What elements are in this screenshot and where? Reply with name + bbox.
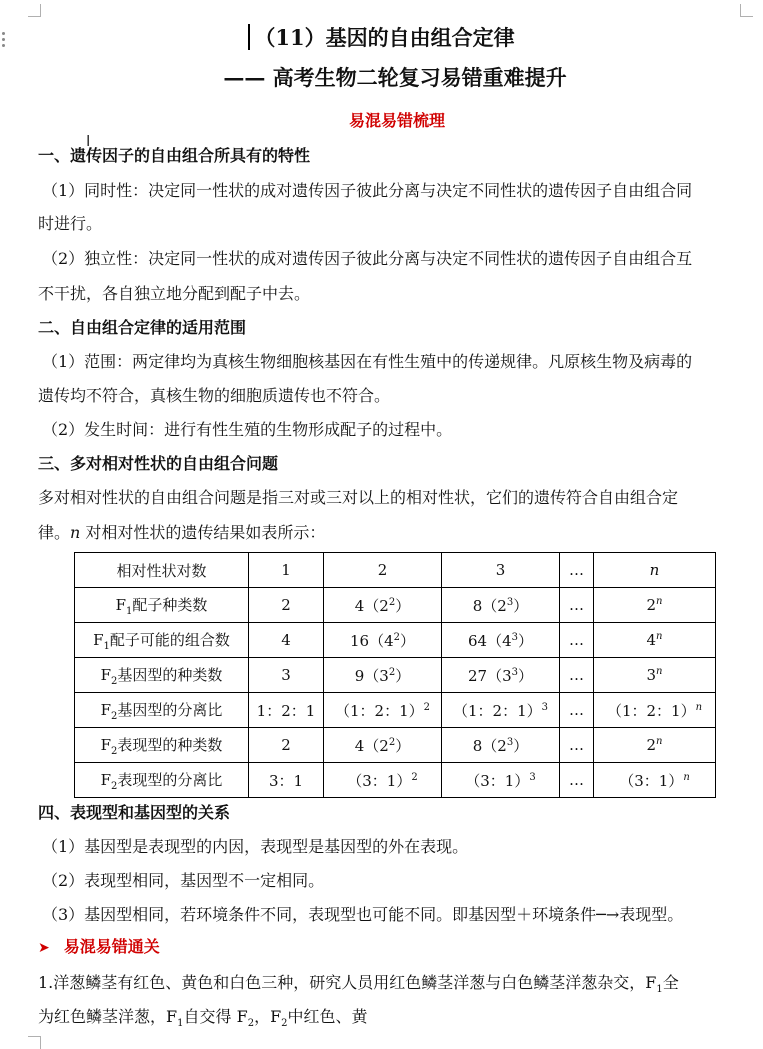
page-corner-mark xyxy=(740,4,753,17)
paragraph-line: （1）同时性：决定同一性状的成对遗传因子彼此分离与决定不同性状的遗传因子自由组合同 xyxy=(42,181,693,200)
paragraph-line: 不干扰，各自独立地分配到配子中去。 xyxy=(38,284,311,303)
paragraph-line: （1）基因型是表现型的内因，表现型是基因型的外在表现。 xyxy=(42,837,469,856)
question-line: 为红色鳞茎洋葱，$F_1$自交得 $F_2$，$F_2$中红色、黄 xyxy=(38,1007,368,1030)
paragraph-line: （2）独立性：决定同一性状的成对遗传因子彼此分离与决定不同性状的遗传因子自由组合互 xyxy=(42,249,693,268)
table-cell: $9(3^2)$ xyxy=(324,658,442,693)
table-header-row xyxy=(75,553,716,588)
table-cell: （3：1）$^3$ xyxy=(442,763,560,798)
table-cell: $8(2^3)$ xyxy=(442,728,560,763)
paragraph-line: （1）范围：两定律均为真核生物细胞核基因在有性生殖中的传递规律。凡原核生物及病毒的 xyxy=(42,352,693,371)
table-cell: $64(4^3)$ xyxy=(442,623,560,658)
document-subtitle: —— 高考生物二轮复习易错重难提升 xyxy=(223,65,567,90)
genetics-table xyxy=(74,552,716,798)
table-cell: （1：2：1）$^3$ xyxy=(442,693,560,728)
table-cell: 3：1 xyxy=(249,763,324,798)
question-line: 1.洋葱鳞茎有红色、黄色和白色三种，研究人员用红色鳞茎洋葱与白色鳞茎洋葱杂交，$F_1$全 xyxy=(38,973,679,996)
table-cell: （1：2：1）$^2$ xyxy=(324,693,442,728)
section-label: 易混易错梳理 xyxy=(348,111,445,130)
table-cell: 2 xyxy=(249,588,324,623)
paragraph-line: 遗传均不符合，真核生物的细胞质遗传也不符合。 xyxy=(38,386,391,405)
title-text: （11）基因的自由组合定律 xyxy=(254,25,515,50)
document-title xyxy=(0,22,763,52)
table-header-cell: … xyxy=(560,553,594,588)
section-heading: 一、遗传因子的自由组合所具有的特性 xyxy=(38,146,311,165)
paragraph-line: 多对相对性状的自由组合问题是指三对或三对以上的相对性状，它们的遗传符合自由组合定 xyxy=(38,488,679,507)
table-cell: 3 xyxy=(249,658,324,693)
table-header-cell: 1 xyxy=(249,553,324,588)
text-run: 律。 xyxy=(38,523,71,542)
table-cell: $4(2^2)$ xyxy=(324,728,442,763)
section-heading: 二、自由组合定律的适用范围 xyxy=(38,318,247,337)
table-cell: … xyxy=(560,728,594,763)
table-row xyxy=(75,693,716,728)
table-header-cell: 相对性状对数 xyxy=(75,553,249,588)
row-label: $F_2$基因型的分离比 xyxy=(75,693,249,728)
table-cell: $27(3^3)$ xyxy=(442,658,560,693)
page-corner-mark xyxy=(28,4,41,17)
table-cell: $4(2^2)$ xyxy=(324,588,442,623)
section-heading: 四、表现型和基因型的关系 xyxy=(38,803,231,822)
row-label: $F_2$表现型的种类数 xyxy=(75,728,249,763)
page-corner-mark xyxy=(28,1036,41,1049)
row-label: $F_1$配子种类数 xyxy=(75,588,249,623)
table-row xyxy=(75,588,716,623)
paragraph-line xyxy=(38,520,758,543)
paragraph-line: （2）发生时间：进行有性生殖的生物形成配子的过程中。 xyxy=(42,420,453,439)
table-header-cell: 3 xyxy=(442,553,560,588)
table-cell: $8(2^3)$ xyxy=(442,588,560,623)
paragraph-line: （2）表现型相同，基因型不一定相同。 xyxy=(42,871,325,890)
table-cell: … xyxy=(560,588,594,623)
table-cell: $16(4^2)$ xyxy=(324,623,442,658)
table-cell: 2 xyxy=(249,728,324,763)
table-header-cell: n xyxy=(594,553,716,588)
table-cell: … xyxy=(560,658,594,693)
arrow-bullet-icon: ➤ xyxy=(38,940,50,956)
text-cursor xyxy=(248,24,250,50)
table-cell: … xyxy=(560,763,594,798)
row-label: $F_1$配子可能的组合数 xyxy=(75,623,249,658)
table-cell: 4 xyxy=(249,623,324,658)
section-heading: 三、多对相对性状的自由组合问题 xyxy=(38,454,279,473)
table-cell: 1：2：1 xyxy=(249,693,324,728)
table-cell: （3：1）$^2$ xyxy=(324,763,442,798)
table-row xyxy=(75,623,716,658)
table-row xyxy=(75,658,716,693)
variable-n: n xyxy=(70,523,81,542)
practice-heading xyxy=(38,934,160,957)
row-label: $F_2$表现型的分离比 xyxy=(75,763,249,798)
table-cell: （1：2：1）$^n$ xyxy=(594,693,716,728)
text-run: 对相对性状的遗传结果如表所示： xyxy=(85,523,326,542)
table-cell: 2$^n$ xyxy=(594,588,716,623)
table-cell: 3$^n$ xyxy=(594,658,716,693)
table-row xyxy=(75,728,716,763)
table-cell: … xyxy=(560,623,594,658)
paragraph-line: 时进行。 xyxy=(38,214,103,233)
table-cell: 2$^n$ xyxy=(594,728,716,763)
practice-heading-text: 易混易错通关 xyxy=(63,937,160,956)
table-cell: … xyxy=(560,693,594,728)
paragraph-line: （3）基因型相同，若环境条件不同，表现型也可能不同。即基因型＋环境条件─→表现型。 xyxy=(42,905,684,924)
table-row xyxy=(75,763,716,798)
table-header-cell: 2 xyxy=(324,553,442,588)
i-beam-cursor-icon: Ι xyxy=(86,132,91,150)
table-cell: （3：1）$^n$ xyxy=(594,763,716,798)
row-label: $F_2$基因型的种类数 xyxy=(75,658,249,693)
table-cell: 4$^n$ xyxy=(594,623,716,658)
